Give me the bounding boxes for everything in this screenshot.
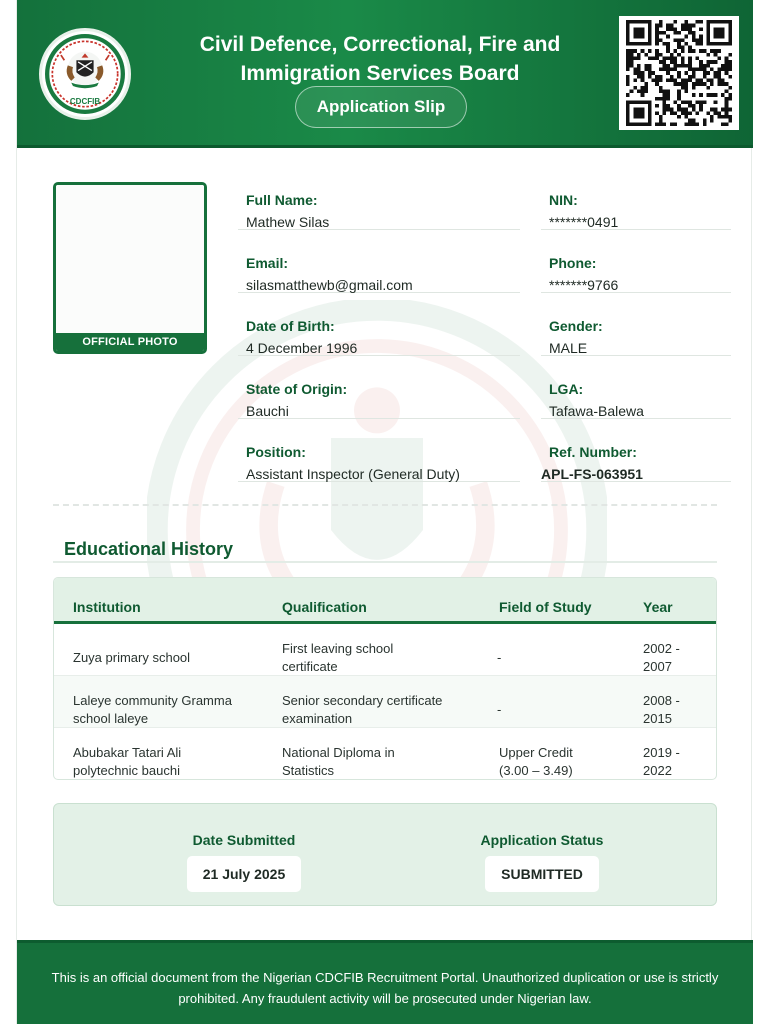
year-cell bbox=[643, 640, 680, 676]
organization-name bbox=[167, 30, 593, 88]
nin-label: NIN: bbox=[549, 192, 578, 208]
qualification-text-line2: certificate bbox=[282, 659, 338, 674]
education-table-header bbox=[54, 578, 716, 624]
ref-number-field bbox=[541, 434, 731, 482]
qualification-text-line1: First leaving school bbox=[282, 641, 394, 656]
logo-text: CDCFIB bbox=[69, 97, 101, 106]
application-status-block bbox=[458, 832, 626, 892]
field-of-study-cell bbox=[499, 744, 573, 780]
organization-name-line2: Immigration Services Board bbox=[240, 62, 520, 85]
organization-name-line1: Civil Defence, Correctional, Fire and bbox=[199, 33, 561, 56]
column-header-institution: Institution bbox=[73, 599, 141, 615]
ref-number-value: APL-FS-063951 bbox=[541, 466, 643, 482]
email-field bbox=[238, 245, 520, 293]
year-text-line1: 2002 - bbox=[643, 641, 680, 656]
qualification-text-line2: Statistics bbox=[282, 763, 335, 778]
lga-field bbox=[541, 371, 731, 419]
lga-label: LGA: bbox=[549, 381, 584, 397]
qualification-cell bbox=[282, 692, 442, 728]
nin-value: *******0491 bbox=[549, 214, 619, 230]
phone-field bbox=[541, 245, 731, 293]
email-label: Email: bbox=[246, 255, 289, 271]
nin-field bbox=[541, 182, 731, 230]
education-table bbox=[53, 577, 717, 780]
year-cell bbox=[643, 692, 680, 728]
qualification-text-line1: National Diploma in bbox=[282, 745, 395, 760]
position-field bbox=[238, 434, 520, 482]
institution-text-line1: Laleye community Gramma bbox=[73, 693, 232, 708]
state-of-origin-field bbox=[238, 371, 520, 419]
header-banner bbox=[17, 0, 753, 148]
institution-cell bbox=[73, 692, 232, 728]
column-header-field-of-study: Field of Study bbox=[499, 599, 592, 615]
qr-code-icon bbox=[619, 16, 739, 130]
educational-history-title: Educational History bbox=[64, 539, 234, 559]
year-text-line2: 2007 bbox=[643, 659, 672, 674]
field-of-study-text-line1: Upper Credit bbox=[499, 745, 573, 760]
ref-number-label: Ref. Number: bbox=[549, 444, 637, 460]
table-row bbox=[54, 676, 716, 728]
coat-of-arms-icon bbox=[39, 28, 131, 120]
footer-disclaimer-text bbox=[31, 967, 739, 1009]
institution-cell bbox=[73, 649, 190, 667]
year-text-line2: 2022 bbox=[643, 763, 672, 778]
state-of-origin-value: Bauchi bbox=[246, 403, 289, 419]
application-status-badge: SUBMITTED bbox=[485, 856, 599, 892]
field-of-study-text: - bbox=[497, 650, 502, 665]
year-text-line1: 2019 - bbox=[643, 745, 680, 760]
year-text-line1: 2008 - bbox=[643, 693, 680, 708]
column-header-year: Year bbox=[643, 599, 673, 615]
date-of-birth-field bbox=[238, 308, 520, 356]
gender-field bbox=[541, 308, 731, 356]
state-of-origin-label: State of Origin: bbox=[246, 381, 348, 397]
position-label: Position: bbox=[246, 444, 306, 460]
field-of-study-cell bbox=[497, 701, 501, 719]
institution-text: Zuya primary school bbox=[73, 650, 191, 665]
gender-label: Gender: bbox=[549, 318, 603, 334]
field-of-study-cell bbox=[497, 649, 501, 667]
field-of-study-text: - bbox=[497, 702, 502, 717]
institution-text-line2: school laleye bbox=[73, 711, 149, 726]
date-of-birth-label: Date of Birth: bbox=[246, 318, 335, 334]
full-name-value: Mathew Silas bbox=[246, 214, 330, 230]
year-cell bbox=[643, 744, 680, 780]
phone-label: Phone: bbox=[549, 255, 597, 271]
year-text-line2: 2015 bbox=[643, 711, 672, 726]
official-photo-label: OFFICIAL PHOTO bbox=[56, 333, 204, 351]
date-submitted-label: Date Submitted bbox=[192, 832, 296, 848]
full-name-label: Full Name: bbox=[246, 192, 318, 208]
table-row bbox=[54, 624, 716, 676]
application-status-label: Application Status bbox=[480, 832, 604, 848]
table-row bbox=[54, 728, 716, 780]
footer-line2: prohibited. Any fraudulent activity will be prosecuted under Nigerian law. bbox=[178, 991, 592, 1006]
submission-summary-panel bbox=[53, 803, 717, 906]
footer-disclaimer bbox=[17, 940, 753, 1024]
institution-text-line2: polytechnic bauchi bbox=[73, 763, 180, 778]
section-title-rule bbox=[53, 561, 717, 563]
slip-title-badge: Application Slip bbox=[295, 86, 467, 128]
institution-text-line1: Abubakar Tatari Ali bbox=[73, 745, 182, 760]
date-submitted-block bbox=[160, 832, 328, 892]
date-submitted-value: 21 July 2025 bbox=[187, 856, 302, 892]
qualification-cell bbox=[282, 744, 395, 780]
section-divider bbox=[53, 504, 717, 506]
official-photo-frame bbox=[53, 182, 207, 354]
full-name-field bbox=[238, 182, 520, 230]
institution-cell bbox=[73, 744, 181, 780]
qualification-text-line2: examination bbox=[282, 711, 353, 726]
column-header-qualification: Qualification bbox=[282, 599, 367, 615]
qualification-text-line1: Senior secondary certificate bbox=[282, 693, 443, 708]
footer-line1: This is an official document from the Nigerian CDCFIB Recruitment Portal. Unauthorized duplication or use is strictly bbox=[51, 970, 719, 985]
field-of-study-text-line2: (3.00 – 3.49) bbox=[499, 763, 573, 778]
application-slip-page bbox=[16, 0, 752, 1024]
photo-placeholder bbox=[56, 185, 204, 333]
position-value: Assistant Inspector (General Duty) bbox=[246, 466, 460, 482]
phone-value: *******9766 bbox=[549, 277, 619, 293]
gender-value: MALE bbox=[549, 340, 588, 356]
lga-value: Tafawa-Balewa bbox=[549, 403, 644, 419]
qualification-cell bbox=[282, 640, 393, 676]
date-of-birth-value: 4 December 1996 bbox=[246, 340, 358, 356]
email-value: silasmatthewb@gmail.com bbox=[246, 277, 413, 293]
